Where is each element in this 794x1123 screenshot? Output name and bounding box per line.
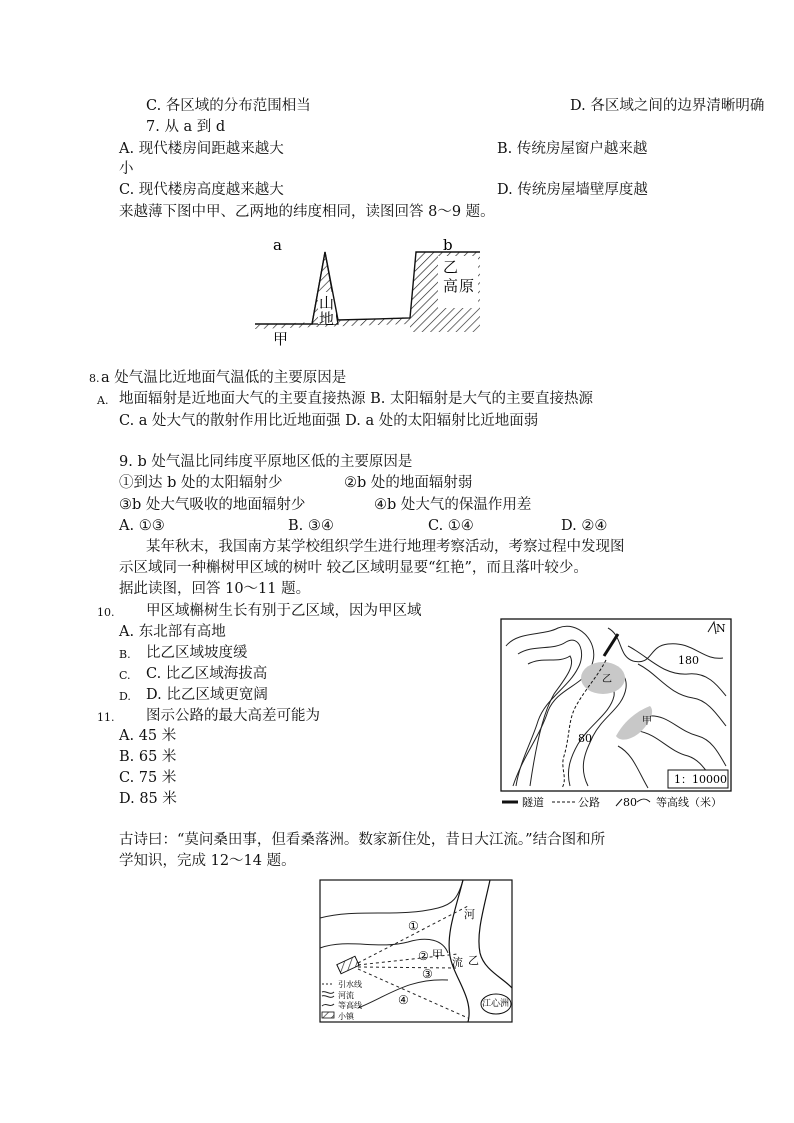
scale-label: 1：10000 xyxy=(674,773,727,786)
q10-option-d-letter: D. xyxy=(119,690,131,703)
q9-statement-3: ③b 处大气吸收的地面辐射少 xyxy=(119,497,306,513)
label-yi: 乙 xyxy=(468,954,479,967)
passage3-line-2: 学知识，完成 12～14 题。 xyxy=(119,853,296,869)
label-yi: 乙 xyxy=(443,258,459,276)
legend-town: 小镇 xyxy=(338,1012,354,1021)
passage2-line-1: 某年秋末，我国南方某学校组织学生进行地理考察活动，考察过程中发现图 xyxy=(146,539,625,555)
q8-number: 8. xyxy=(89,372,100,385)
q8-option-c-d: C. a 处大气的散射作用比近地面强 D. a 处的太阳辐射比近地面弱 xyxy=(119,413,539,429)
legend-river: 河流 xyxy=(338,991,354,1000)
q7-option-b-wrap: 小 xyxy=(119,161,134,177)
label-jia: 甲 xyxy=(642,716,652,727)
region-3: ③ xyxy=(422,967,433,981)
legend-town-symbol xyxy=(322,1012,334,1018)
q7-tail-and-intro: 来越薄下图中甲、乙两地的纬度相同，读图回答 8～9 题。 xyxy=(119,204,495,220)
north-label: N xyxy=(716,622,726,635)
q10-option-b: 比乙区域坡度缓 xyxy=(146,645,248,661)
q8-option-a-b: 地面辐射是近地面大气的主要直接热源 B. 太阳辐射是大气的主要直接热源 xyxy=(119,391,593,407)
q11-stem: 图示公路的最大高差可能为 xyxy=(146,708,320,724)
q11-option-c: C. 75 米 xyxy=(119,770,177,786)
q6-option-c: C. 各区域的分布范围相当 xyxy=(146,98,311,114)
passage2-line-3: 据此读图，回答 10～11 题。 xyxy=(119,581,311,597)
passage2-line-2: 示区域同一种槲树甲区域的树叶 较乙区域明显要“红艳”，而且落叶较少。 xyxy=(119,560,588,576)
legend-contour: 等高线 xyxy=(338,1001,362,1010)
contour-label-180: 180 xyxy=(678,654,699,667)
label-plateau-2: 原 xyxy=(459,277,475,295)
q9-statement-4: ④b 处大气的保温作用差 xyxy=(374,497,532,513)
legend-contour-value: 80 xyxy=(623,796,637,809)
q10-option-b-letter: B. xyxy=(119,648,131,661)
label-plateau-1: 高 xyxy=(443,277,459,295)
region-2: ② xyxy=(418,949,429,963)
label-mountain-2: 地 xyxy=(319,310,335,328)
label-mountain-1: 山 xyxy=(319,294,335,312)
legend-tunnel: 隧道 xyxy=(522,796,544,809)
legend-road: 公路 xyxy=(578,796,600,809)
legend-contour-tail xyxy=(637,799,650,802)
q9-option-c: C. ①④ xyxy=(428,518,474,534)
q7-stem: 7. 从 a 到 d xyxy=(146,119,226,135)
q10-stem: 甲区域槲树生长有别于乙区域，因为甲区域 xyxy=(146,603,422,619)
legend-canal: 引水线 xyxy=(338,980,362,989)
contour-map-figure xyxy=(498,616,738,812)
q9-option-a: A. ①③ xyxy=(119,518,165,534)
q11-number: 11. xyxy=(97,711,115,724)
q9-option-b: B. ③④ xyxy=(288,518,334,534)
q10-option-a: A. 东北部有高地 xyxy=(119,624,226,640)
q9-statement-1: ①到达 b 处的太阳辐射少 xyxy=(119,475,283,491)
label-yi: 乙 xyxy=(602,674,612,685)
label-b: b xyxy=(443,236,453,254)
river-label-1: 河 xyxy=(464,908,475,921)
q9-option-d: D. ②④ xyxy=(561,518,608,534)
legend-contour-symbol xyxy=(616,799,622,806)
q7-option-a: A. 现代楼房间距越来越大 xyxy=(119,141,284,157)
q8-option-a-letter: A. xyxy=(97,394,109,407)
q10-option-c: C. 比乙区域海拔高 xyxy=(146,666,268,682)
q8-stem: a 处气温比近地面气温低的主要原因是 xyxy=(101,370,347,386)
map-frame xyxy=(501,619,731,791)
region-4: ④ xyxy=(398,993,409,1007)
river-map-figure xyxy=(318,878,514,1026)
q11-option-b: B. 65 米 xyxy=(119,749,177,765)
label-jia: 甲 xyxy=(273,330,289,348)
q10-option-d: D. 比乙区域更宽阔 xyxy=(146,687,268,703)
region-1: ① xyxy=(408,919,419,933)
q7-option-b: B. 传统房屋窗户越来越 xyxy=(497,141,648,157)
river-label-2: 流 xyxy=(452,956,463,969)
q10-number: 10. xyxy=(97,606,115,619)
island-label: 江心洲 xyxy=(482,999,510,1009)
profile-figure xyxy=(250,232,490,352)
passage3-line-1: 古诗曰：“莫问桑田事，但看桑落洲。数家新住处，昔日大江流。”结合图和所 xyxy=(119,832,606,848)
contour-label-80: 80 xyxy=(578,732,592,745)
q7-option-c: C. 现代楼房高度越来越大 xyxy=(119,182,284,198)
q11-option-a: A. 45 米 xyxy=(119,728,177,744)
q9-stem: 9. b 处气温比同纬度平原地区低的主要原因是 xyxy=(119,454,413,470)
label-jia: 甲 xyxy=(432,948,443,961)
q10-option-c-letter: C. xyxy=(119,669,131,682)
q6-option-d: D. 各区域之间的边界清晰明确 xyxy=(570,98,765,114)
q9-statement-2: ②b 处的地面辐射弱 xyxy=(344,475,473,491)
q7-option-d: D. 传统房屋墙壁厚度越 xyxy=(497,182,648,198)
q11-option-d: D. 85 米 xyxy=(119,791,177,807)
label-a: a xyxy=(273,236,282,254)
legend-contour: 等高线（米） xyxy=(656,796,722,809)
